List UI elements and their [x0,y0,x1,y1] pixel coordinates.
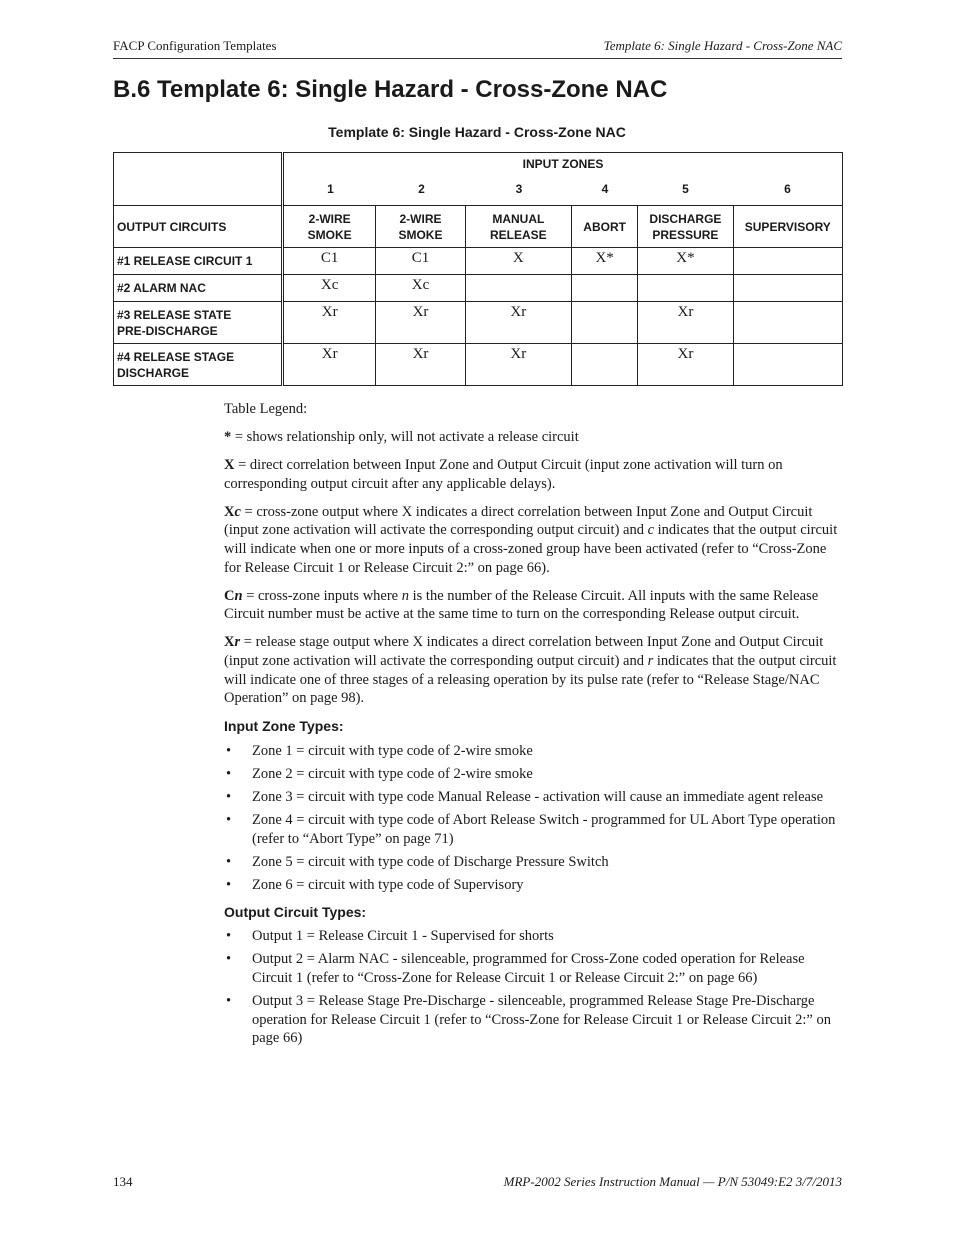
header-section-title: FACP Configuration Templates [113,38,277,53]
table-row [114,275,843,302]
footer-manual-info: MRP-2002 Series Instruction Manual — P/N 53049:E2 3/7/2013 [503,1174,842,1189]
column-header-zone-3: MANUAL RELEASE [465,206,571,248]
table-cell [572,275,638,302]
table-row [114,248,843,275]
table-cell: Xr [283,302,376,344]
row-label-release-stage-discharge: #4 RELEASE STAGE DISCHARGE [114,344,283,386]
row-label-release-circuit-1: #1 RELEASE CIRCUIT 1 [114,248,283,275]
table-cell [733,344,842,386]
list-item: • Output 3 = Release Stage Pre-Discharge - silenceable, programmed Release Stage Pre-Discharge operation for Release Circuit 1 (refer to “Cross-Zone for Release Circuit 1 or Release Circuit 2:” on page 66) [226,992,831,1047]
row-label-alarm-nac: #2 ALARM NAC [114,275,283,302]
zone-number: 5 [682,182,689,196]
zone-number: 3 [515,182,523,196]
table-cell: Xr [465,302,571,344]
legend-xr: Xr = release stage output where X indicates a direct correlation between Input Zone and Output Circuit (input zone activation will activate the corresponding output circuit) and r indicates that the output circuit will indicate one of three stages of a releasing operation by its pulse rate (refer to “Release Stage/NAC Operation” on page 98). [224,634,837,707]
table-row [114,344,843,386]
table-cell: Xr [376,344,465,386]
table-cell: Xr [465,344,571,386]
table-cell [572,344,638,386]
input-zones-label: INPUT ZONES [522,157,604,171]
table-cell: C1 [283,248,376,275]
table-cell: Xr [283,344,376,386]
input-zone-types-heading: Input Zone Types: [224,718,344,735]
table-cell: Xr [376,302,465,344]
list-item: • Output 1 = Release Circuit 1 - Supervised for shorts [226,928,554,945]
list-item: • Zone 5 = circuit with type code of Discharge Pressure Switch [226,853,609,870]
column-header-zone-4: ABORT [572,206,638,248]
table-cell [733,248,842,275]
list-item: • Output 2 = Alarm NAC - silenceable, programmed for Cross-Zone coded operation for Release Circuit 1 (refer to “Cross-Zone for Release Circuit 1 or Release Circuit 2:” on page 66) [226,951,805,986]
input-zone-types-list [224,742,842,895]
zone-number: 4 [601,182,609,196]
output-circuit-types-list [224,927,842,1048]
page-header [113,38,842,59]
list-item: • Zone 4 = circuit with type code of Abort Release Switch - programmed for UL Abort Type operation (refer to “Abort Type” on page 71) [226,812,836,847]
output-circuits-label: OUTPUT CIRCUITS [114,206,283,248]
list-item: • Zone 6 = circuit with type code of Supervisory [226,876,524,893]
input-zones-header [283,153,843,206]
table-cell [733,302,842,344]
table-cell: X [465,248,571,275]
legend-heading: Table Legend: [224,401,308,417]
page-number: 134 [113,1174,133,1189]
column-header-zone-1: 2-WIRE SMOKE [283,206,376,248]
zone-number: 6 [784,182,791,196]
table-cell: Xr [638,302,733,344]
table-cell: Xc [283,275,376,302]
column-header-zone-5: DISCHARGE PRESSURE [638,206,733,248]
table-cell [572,302,638,344]
table-cell: X* [638,248,733,275]
zone-number: 2 [418,182,425,196]
zone-numbers [284,182,842,196]
table-cell [733,275,842,302]
template-table [113,152,843,386]
zone-number: 1 [327,182,334,196]
header-template-title: Template 6: Single Hazard - Cross-Zone NAC [603,38,842,53]
body-text [224,400,842,1052]
list-item: • Zone 1 = circuit with type code of 2-wire smoke [226,742,533,759]
page-title: B.6 Template 6: Single Hazard - Cross-Zone NAC [113,76,668,103]
list-item: • Zone 2 = circuit with type code of 2-wire smoke [226,766,533,782]
row-label-release-state-pre-discharge: #3 RELEASE STATE PRE-DISCHARGE [114,302,283,344]
column-header-zone-6: SUPERVISORY [733,206,842,248]
legend-x: X = direct correlation between Input Zone and Output Circuit (input zone activation will turn on corresponding output circuit after any applicable delays). [224,457,783,492]
legend-xc: Xc = cross-zone output where X indicates a direct correlation between Input Zone and Output Circuit (input zone activation will activate the corresponding output circuit) and c indicates that the output circuit will indicate when one or more inputs of a cross-zoned group have been activated (refer to “Cross-Zone for Release Circuit 1 or Release Circuit 2:” on page 66). [224,503,838,576]
table-cell [638,275,733,302]
table-corner-cell [114,153,283,206]
list-item: • Zone 3 = circuit with type code Manual Release - activation will cause an immediate agent release [226,789,824,806]
table-cell: C1 [376,248,465,275]
column-header-zone-2: 2-WIRE SMOKE [376,206,465,248]
table-cell [465,275,571,302]
table-cell: X* [572,248,638,275]
output-circuit-types-heading: Output Circuit Types: [224,903,367,920]
table-cell: Xc [376,275,465,302]
table-cell: Xr [638,344,733,386]
table-row [114,302,843,344]
table-caption: Template 6: Single Hazard - Cross-Zone NAC [328,124,626,140]
legend-cn: Cn = cross-zone inputs where n is the number of the Release Circuit. All inputs with the same Release Circuit number must be active at the same time to turn on the corresponding Release output circuit. [224,587,819,623]
legend-star: * = shows relationship only, will not activate a release circuit [224,429,579,446]
